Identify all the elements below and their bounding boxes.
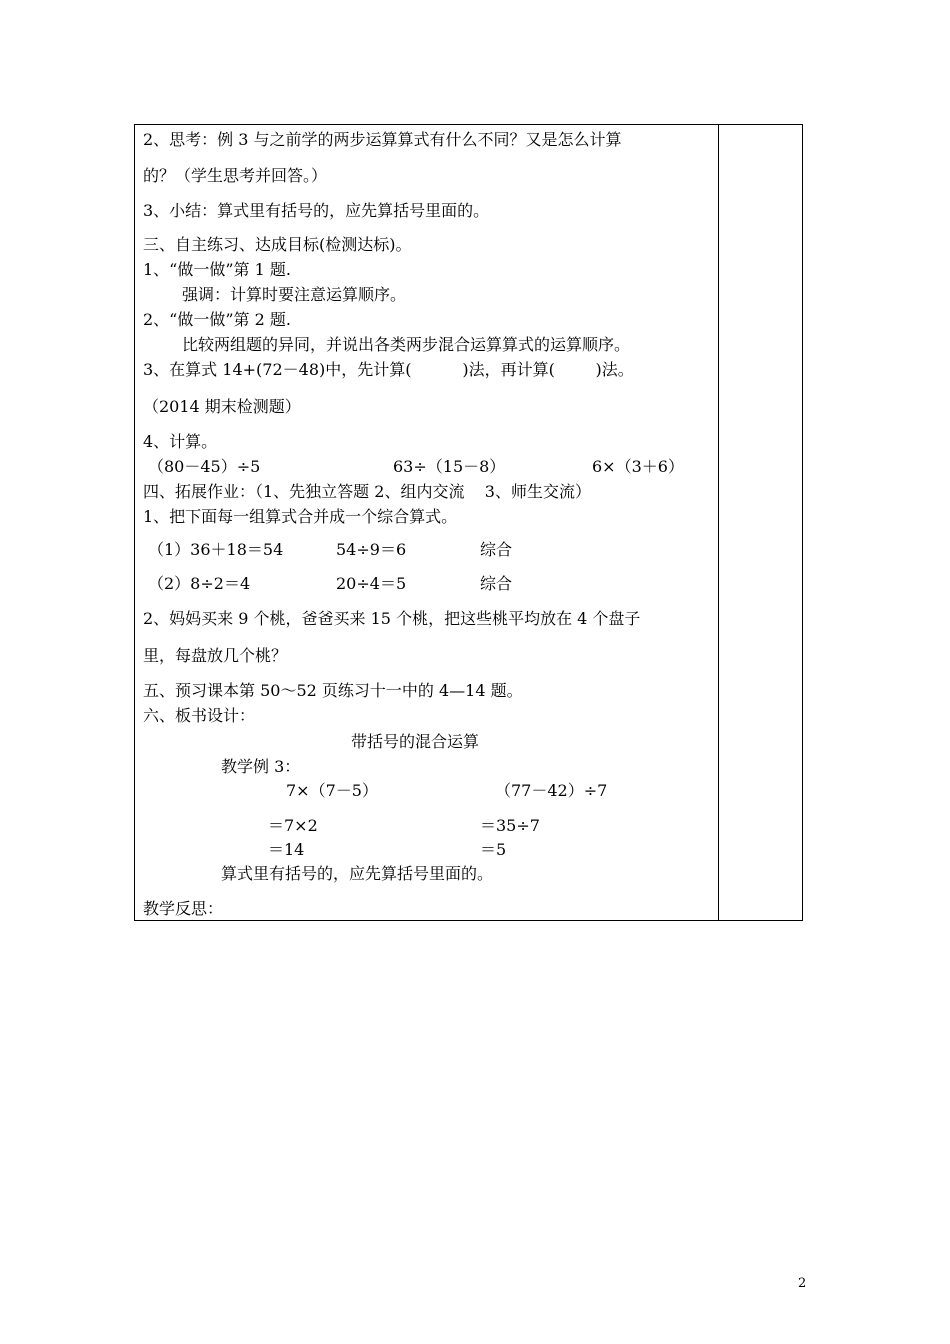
expression: ＝35÷7 (480, 816, 540, 835)
text-line: 教学例 3： (221, 757, 301, 776)
expression: （2）8÷2＝4 (148, 574, 251, 593)
expression: 20÷4＝5 (336, 574, 407, 593)
text-line: 2、“做一做”第 2 题. (143, 310, 291, 329)
text-line: 2、思考：例 3 与之前学的两步运算算式有什么不同？又是怎么计算 (143, 130, 622, 149)
text-line: 3、小结：算式里有括号的，应先算括号里面的。 (143, 201, 490, 220)
text-line: 2、妈妈买来 9 个桃，爸爸买来 15 个桃，把这些桃平均放在 4 个盘子 (143, 609, 641, 628)
expression: （1）36＋18＝54 (148, 540, 284, 559)
page-number: 2 (798, 1276, 807, 1291)
expression: 54÷9＝6 (336, 540, 407, 559)
section-heading: 三、自主练习、达成目标(检测达标)。 (143, 235, 412, 254)
expression: ＝7×2 (268, 816, 318, 835)
text-line: 综合 (480, 540, 513, 559)
text-line: 里，每盘放几个桃？ (143, 646, 288, 665)
expression: 63÷（15－8） (393, 457, 506, 476)
text-line: 算式里有括号的，应先算括号里面的。 (221, 864, 494, 883)
section-heading: 五、预习课本第 50～52 页练习十一中的 4—14 题。 (143, 681, 523, 700)
text-line: 1、把下面每一组算式合并成一个综合算式。 (143, 507, 458, 526)
expression: ＝5 (480, 840, 507, 859)
section-heading: 六、板书设计： (143, 706, 256, 725)
text-line: 1、“做一做”第 1 题. (143, 260, 291, 279)
table-column-divider (718, 124, 719, 921)
expression: ＝14 (268, 840, 305, 859)
text-line: （2014 期末检测题） (143, 397, 301, 416)
text-line: 4、计算。 (143, 432, 218, 451)
text-line: 综合 (480, 574, 513, 593)
text-line: 比较两组题的异同，并说出各类两步混合运算算式的运算顺序。 (182, 335, 631, 354)
expression: （80－45）÷5 (148, 457, 261, 476)
text-line: 教学反思： (143, 899, 224, 918)
expression: （77－42）÷7 (495, 781, 608, 800)
text-line: 3、在算式 14+(72－48)中，先计算( )法，再计算( )法。 (143, 360, 634, 379)
expression: 6×（3＋6） (592, 457, 684, 476)
text-line: 强调：计算时要注意运算顺序。 (182, 285, 407, 304)
expression: 7×（7－5） (286, 781, 378, 800)
section-heading: 四、拓展作业：（1、先独立答题 2、组内交流 3、师生交流） (143, 482, 591, 501)
board-title: 带括号的混合运算 (351, 732, 480, 751)
text-line: 的？（学生思考并回答。） (143, 166, 328, 185)
